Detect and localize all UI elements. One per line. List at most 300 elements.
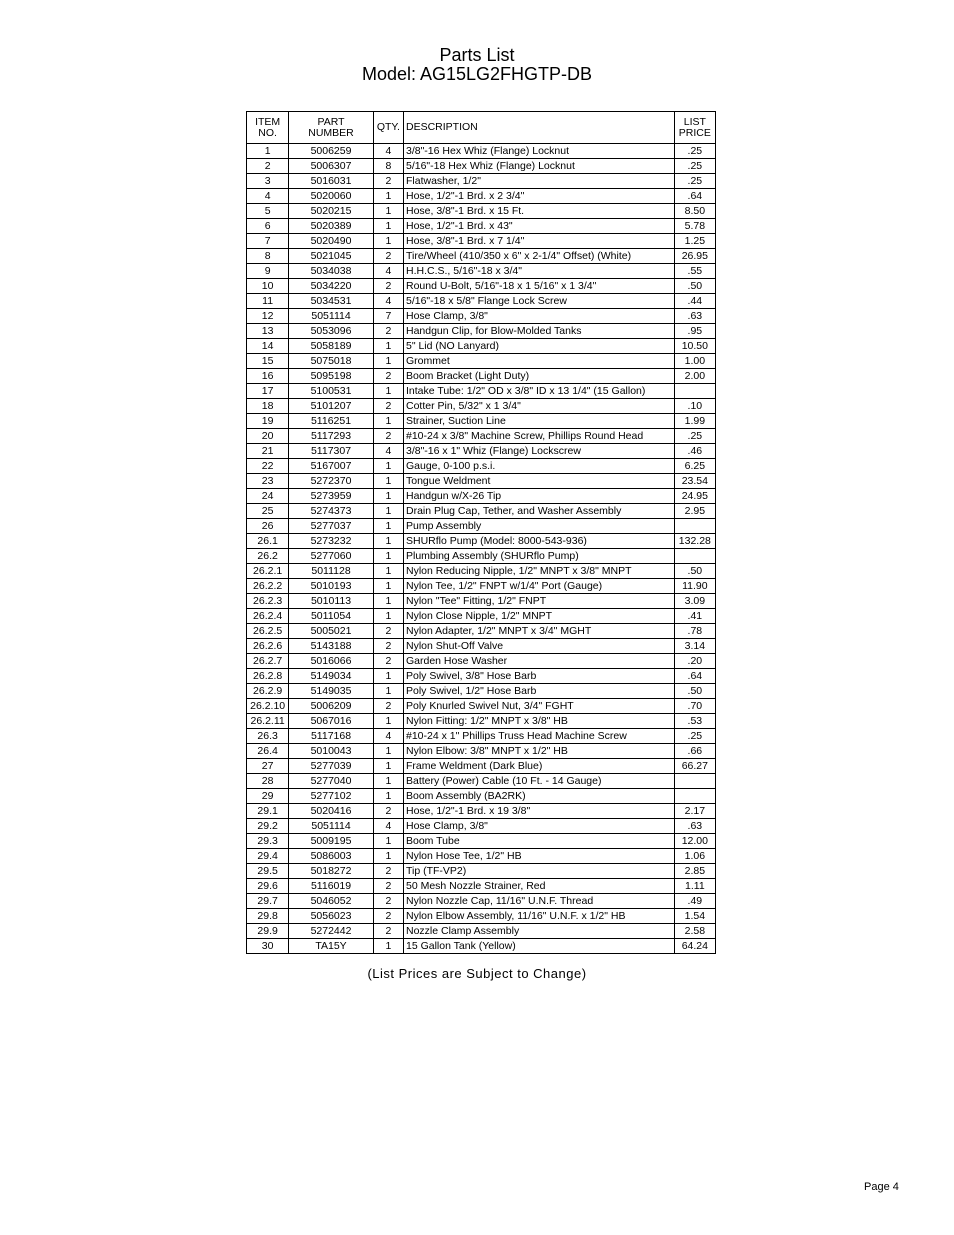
part-number-cell: 5020389 [289,219,374,234]
qty-cell: 2 [373,894,403,909]
part-number-cell: 5116019 [289,879,374,894]
part-number-cell: 5051114 [289,819,374,834]
qty-cell: 1 [373,564,403,579]
part-number-cell: 5277039 [289,759,374,774]
table-row [247,384,716,399]
part-number-cell: 5116251 [289,414,374,429]
qty-cell: 1 [373,609,403,624]
item-no-cell: 26.2.2 [247,579,289,594]
description-cell: Nozzle Clamp Assembly [403,924,674,939]
qty-cell: 1 [373,774,403,789]
list-price-cell: 11.90 [674,579,715,594]
column-header-qty: QTY. [373,112,403,144]
item-no-cell: 26.2.11 [247,714,289,729]
part-number-cell: 5277060 [289,549,374,564]
description-cell: Boom Assembly (BA2RK) [403,789,674,804]
item-no-cell: 12 [247,309,289,324]
item-no-cell: 29.3 [247,834,289,849]
item-no-cell: 29 [247,789,289,804]
item-no-cell: 29.8 [247,909,289,924]
table-row [247,519,716,534]
item-no-cell: 19 [247,414,289,429]
part-number-cell: 5086003 [289,849,374,864]
qty-cell: 2 [373,369,403,384]
list-price-cell: 24.95 [674,489,715,504]
part-number-cell: 5274373 [289,504,374,519]
item-no-cell: 17 [247,384,289,399]
list-price-cell: 2.58 [674,924,715,939]
qty-cell: 2 [373,924,403,939]
description-cell: Handgun w/X-26 Tip [403,489,674,504]
qty-cell: 2 [373,324,403,339]
description-cell: Nylon Elbow Assembly, 11/16" U.N.F. x 1/2" HB [403,909,674,924]
description-cell: Poly Swivel, 1/2" Hose Barb [403,684,674,699]
list-price-cell: 2.00 [674,369,715,384]
list-price-cell: .64 [674,189,715,204]
item-no-cell: 29.1 [247,804,289,819]
item-no-cell: 18 [247,399,289,414]
item-no-cell: 26.2.7 [247,654,289,669]
table-row [247,459,716,474]
item-no-cell: 26.4 [247,744,289,759]
part-number-cell: 5006307 [289,159,374,174]
part-number-cell: 5034038 [289,264,374,279]
description-cell: Cotter Pin, 5/32" x 1 3/4" [403,399,674,414]
list-price-cell: 5.78 [674,219,715,234]
qty-cell: 2 [373,879,403,894]
part-number-cell: 5272442 [289,924,374,939]
item-no-cell: 26.2.3 [247,594,289,609]
qty-cell: 1 [373,504,403,519]
table-row [247,549,716,564]
qty-cell: 1 [373,714,403,729]
qty-cell: 1 [373,939,403,954]
part-number-cell: 5021045 [289,249,374,264]
description-cell: Nylon Tee, 1/2" FNPT w/1/4" Port (Gauge) [403,579,674,594]
item-no-cell: 15 [247,354,289,369]
table-row [247,159,716,174]
qty-cell: 2 [373,909,403,924]
qty-cell: 1 [373,759,403,774]
table-row [247,624,716,639]
list-price-cell: 2.95 [674,504,715,519]
part-number-cell: 5167007 [289,459,374,474]
item-no-cell: 28 [247,774,289,789]
qty-cell: 4 [373,294,403,309]
list-price-cell: .25 [674,144,715,159]
qty-cell: 1 [373,474,403,489]
description-cell: Poly Knurled Swivel Nut, 3/4" FGHT [403,699,674,714]
list-price-cell: .50 [674,684,715,699]
qty-cell: 1 [373,534,403,549]
item-no-cell: 26.2.4 [247,609,289,624]
part-number-cell: 5010193 [289,579,374,594]
list-price-cell: 132.28 [674,534,715,549]
item-no-cell: 20 [247,429,289,444]
part-number-cell: 5117307 [289,444,374,459]
list-price-cell [674,774,715,789]
qty-cell: 2 [373,249,403,264]
table-row [247,639,716,654]
table-row [247,189,716,204]
list-price-cell: .50 [674,564,715,579]
description-cell: Nylon Shut-Off Valve [403,639,674,654]
list-price-cell: 66.27 [674,759,715,774]
list-price-cell: .78 [674,624,715,639]
part-number-cell: 5010043 [289,744,374,759]
list-price-cell: .46 [674,444,715,459]
table-row [247,369,716,384]
part-number-cell: 5100531 [289,384,374,399]
table-row [247,894,716,909]
description-cell: Nylon Elbow: 3/8" MNPT x 1/2" HB [403,744,674,759]
description-cell: Handgun Clip, for Blow-Molded Tanks [403,324,674,339]
item-no-cell: 16 [247,369,289,384]
part-number-cell: 5143188 [289,639,374,654]
description-cell: Tongue Weldment [403,474,674,489]
list-price-cell: .50 [674,279,715,294]
qty-cell: 7 [373,309,403,324]
column-header-item-no: ITEM NO. [247,112,289,144]
item-no-cell: 3 [247,174,289,189]
description-cell: #10-24 x 1" Phillips Truss Head Machine Screw [403,729,674,744]
parts-table [246,111,716,954]
list-price-cell: 1.11 [674,879,715,894]
item-no-cell: 14 [247,339,289,354]
part-number-cell: 5277102 [289,789,374,804]
table-row [247,414,716,429]
table-row [247,699,716,714]
list-price-cell: .41 [674,609,715,624]
part-number-cell: 5016066 [289,654,374,669]
part-number-cell: 5273232 [289,534,374,549]
table-row [247,564,716,579]
description-cell: Tip (TF-VP2) [403,864,674,879]
column-header-description: DESCRIPTION [403,112,674,144]
description-cell: Nylon Adapter, 1/2" MNPT x 3/4" MGHT [403,624,674,639]
item-no-cell: 4 [247,189,289,204]
item-no-cell: 13 [247,324,289,339]
list-price-cell: 12.00 [674,834,715,849]
part-number-cell: 5006259 [289,144,374,159]
part-number-cell: 5034220 [289,279,374,294]
qty-cell: 1 [373,384,403,399]
part-number-cell: 5277040 [289,774,374,789]
item-no-cell: 29.5 [247,864,289,879]
qty-cell: 1 [373,459,403,474]
list-price-cell: .63 [674,819,715,834]
part-number-cell: 5018272 [289,864,374,879]
qty-cell: 1 [373,219,403,234]
list-price-cell: .53 [674,714,715,729]
list-price-cell: 2.85 [674,864,715,879]
table-row [247,234,716,249]
column-header-list-price: LIST PRICE [674,112,715,144]
item-no-cell: 25 [247,504,289,519]
item-no-cell: 23 [247,474,289,489]
table-row [247,579,716,594]
list-price-cell: .20 [674,654,715,669]
item-no-cell: 6 [247,219,289,234]
item-no-cell: 24 [247,489,289,504]
table-row [247,249,716,264]
part-number-cell: 5009195 [289,834,374,849]
list-price-cell: .25 [674,429,715,444]
table-row [247,324,716,339]
qty-cell: 2 [373,279,403,294]
description-cell: Flatwasher, 1/2" [403,174,674,189]
item-no-cell: 8 [247,249,289,264]
list-price-cell: .25 [674,174,715,189]
table-row [247,714,716,729]
part-number-cell: 5006209 [289,699,374,714]
list-price-cell [674,384,715,399]
list-price-cell: 6.25 [674,459,715,474]
qty-cell: 1 [373,189,403,204]
table-row [247,804,716,819]
table-row [247,684,716,699]
description-cell: 5/16"-18 Hex Whiz (Flange) Locknut [403,159,674,174]
table-row [247,294,716,309]
table-row [247,594,716,609]
qty-cell: 8 [373,159,403,174]
table-row [247,174,716,189]
description-cell: #10-24 x 3/8" Machine Screw, Phillips Round Head [403,429,674,444]
description-cell: 3/8"-16 x 1" Whiz (Flange) Lockscrew [403,444,674,459]
description-cell: Tire/Wheel (410/350 x 6" x 2-1/4" Offset) (White) [403,249,674,264]
item-no-cell: 29.9 [247,924,289,939]
qty-cell: 1 [373,489,403,504]
part-number-cell: 5011054 [289,609,374,624]
qty-cell: 1 [373,414,403,429]
description-cell: Boom Tube [403,834,674,849]
part-number-cell: 5058189 [289,339,374,354]
part-number-cell: 5010113 [289,594,374,609]
list-price-cell: .25 [674,729,715,744]
price-change-note: (List Prices are Subject to Change) [367,966,587,981]
description-cell: Drain Plug Cap, Tether, and Washer Assembly [403,504,674,519]
description-cell: Hose Clamp, 3/8" [403,309,674,324]
table-row [247,354,716,369]
description-cell: Nylon Hose Tee, 1/2" HB [403,849,674,864]
table-row [247,654,716,669]
qty-cell: 2 [373,399,403,414]
part-number-cell: 5272370 [289,474,374,489]
column-header-part-number: PART NUMBER [289,112,374,144]
item-no-cell: 29.4 [247,849,289,864]
list-price-cell [674,789,715,804]
part-number-cell: 5016031 [289,174,374,189]
qty-cell: 2 [373,699,403,714]
description-cell: Strainer, Suction Line [403,414,674,429]
list-price-cell: 1.54 [674,909,715,924]
table-row [247,729,716,744]
table-row [247,864,716,879]
description-cell: Hose Clamp, 3/8" [403,819,674,834]
table-row [247,204,716,219]
item-no-cell: 11 [247,294,289,309]
table-row [247,849,716,864]
table-row [247,219,716,234]
qty-cell: 1 [373,849,403,864]
description-cell: Hose, 3/8"-1 Brd. x 15 Ft. [403,204,674,219]
qty-cell: 4 [373,819,403,834]
part-number-cell: 5020060 [289,189,374,204]
part-number-cell: 5046052 [289,894,374,909]
list-price-cell: 1.06 [674,849,715,864]
table-row [247,279,716,294]
table-row [247,429,716,444]
qty-cell: 4 [373,444,403,459]
item-no-cell: 2 [247,159,289,174]
qty-cell: 2 [373,639,403,654]
item-no-cell: 27 [247,759,289,774]
table-row [247,309,716,324]
qty-cell: 1 [373,519,403,534]
table-row [247,939,716,954]
description-cell: Round U-Bolt, 5/16"-18 x 1 5/16" x 1 3/4" [403,279,674,294]
part-number-cell: 5273959 [289,489,374,504]
list-price-cell [674,549,715,564]
item-no-cell: 26 [247,519,289,534]
list-price-cell: .64 [674,669,715,684]
list-price-cell: 64.24 [674,939,715,954]
table-row [247,399,716,414]
item-no-cell: 7 [247,234,289,249]
description-cell: H.H.C.S., 5/16"-18 x 3/4" [403,264,674,279]
item-no-cell: 30 [247,939,289,954]
description-cell: Grommet [403,354,674,369]
list-price-cell [674,519,715,534]
table-header-row [247,112,716,144]
table-row [247,504,716,519]
item-no-cell: 22 [247,459,289,474]
list-price-cell: 3.14 [674,639,715,654]
model-title: Model: AG15LG2FHGTP-DB [361,64,593,84]
description-cell: Gauge, 0-100 p.s.i. [403,459,674,474]
part-number-cell: 5067016 [289,714,374,729]
description-cell: Boom Bracket (Light Duty) [403,369,674,384]
qty-cell: 1 [373,594,403,609]
table-row [247,489,716,504]
item-no-cell: 26.2 [247,549,289,564]
part-number-cell: 5053096 [289,324,374,339]
description-cell: Nylon Close Nipple, 1/2" MNPT [403,609,674,624]
table-row [247,669,716,684]
part-number-cell: 5117168 [289,729,374,744]
description-cell: SHURflo Pump (Model: 8000-543-936) [403,534,674,549]
description-cell: Nylon Fitting: 1/2" MNPT x 3/8" HB [403,714,674,729]
table-row [247,444,716,459]
list-price-cell: 2.17 [674,804,715,819]
qty-cell: 2 [373,174,403,189]
item-no-cell: 26.1 [247,534,289,549]
item-no-cell: 21 [247,444,289,459]
list-price-cell: .49 [674,894,715,909]
qty-cell: 2 [373,429,403,444]
description-cell: 15 Gallon Tank (Yellow) [403,939,674,954]
table-row [247,474,716,489]
description-cell: Pump Assembly [403,519,674,534]
qty-cell: 1 [373,744,403,759]
description-cell: Intake Tube: 1/2" OD x 3/8" ID x 13 1/4" (15 Gallon) [403,384,674,399]
description-cell: Hose, 1/2"-1 Brd. x 19 3/8" [403,804,674,819]
description-cell: Frame Weldment (Dark Blue) [403,759,674,774]
table-row [247,789,716,804]
table-row [247,744,716,759]
page-number: Page 4 [864,1181,899,1193]
list-price-cell: 23.54 [674,474,715,489]
table-row [247,759,716,774]
description-cell: Nylon Reducing Nipple, 1/2" MNPT x 3/8" MNPT [403,564,674,579]
part-number-cell: 5095198 [289,369,374,384]
part-number-cell: 5149034 [289,669,374,684]
description-cell: 5" Lid (NO Lanyard) [403,339,674,354]
part-number-cell: TA15Y [289,939,374,954]
part-number-cell: 5011128 [289,564,374,579]
qty-cell: 4 [373,144,403,159]
description-cell: Plumbing Assembly (SHURflo Pump) [403,549,674,564]
list-price-cell: .44 [674,294,715,309]
table-row [247,339,716,354]
table-row [247,534,716,549]
list-price-cell: 1.25 [674,234,715,249]
list-price-cell: 1.99 [674,414,715,429]
table-row [247,819,716,834]
qty-cell: 1 [373,669,403,684]
qty-cell: 1 [373,684,403,699]
item-no-cell: 5 [247,204,289,219]
qty-cell: 1 [373,579,403,594]
part-number-cell: 5075018 [289,354,374,369]
qty-cell: 1 [373,354,403,369]
qty-cell: 4 [373,264,403,279]
description-cell: Nylon Nozzle Cap, 11/16" U.N.F. Thread [403,894,674,909]
item-no-cell: 26.2.8 [247,669,289,684]
description-cell: Hose, 1/2"-1 Brd. x 43" [403,219,674,234]
part-number-cell: 5005021 [289,624,374,639]
item-no-cell: 26.2.6 [247,639,289,654]
item-no-cell: 29.7 [247,894,289,909]
list-price-cell: .10 [674,399,715,414]
part-number-cell: 5034531 [289,294,374,309]
part-number-cell: 5020215 [289,204,374,219]
description-cell: Garden Hose Washer [403,654,674,669]
table-row [247,774,716,789]
list-price-cell: .55 [674,264,715,279]
qty-cell: 1 [373,549,403,564]
qty-cell: 1 [373,339,403,354]
qty-cell: 1 [373,234,403,249]
part-number-cell: 5051114 [289,309,374,324]
part-number-cell: 5020490 [289,234,374,249]
list-price-cell: .63 [674,309,715,324]
qty-cell: 2 [373,804,403,819]
table-row [247,879,716,894]
item-no-cell: 26.3 [247,729,289,744]
item-no-cell: 10 [247,279,289,294]
part-number-cell: 5277037 [289,519,374,534]
item-no-cell: 26.2.1 [247,564,289,579]
part-number-cell: 5149035 [289,684,374,699]
item-no-cell: 26.2.5 [247,624,289,639]
list-price-cell: 10.50 [674,339,715,354]
table-row [247,909,716,924]
table-row [247,144,716,159]
qty-cell: 4 [373,729,403,744]
table-row [247,264,716,279]
description-cell: Battery (Power) Cable (10 Ft. - 14 Gauge) [403,774,674,789]
